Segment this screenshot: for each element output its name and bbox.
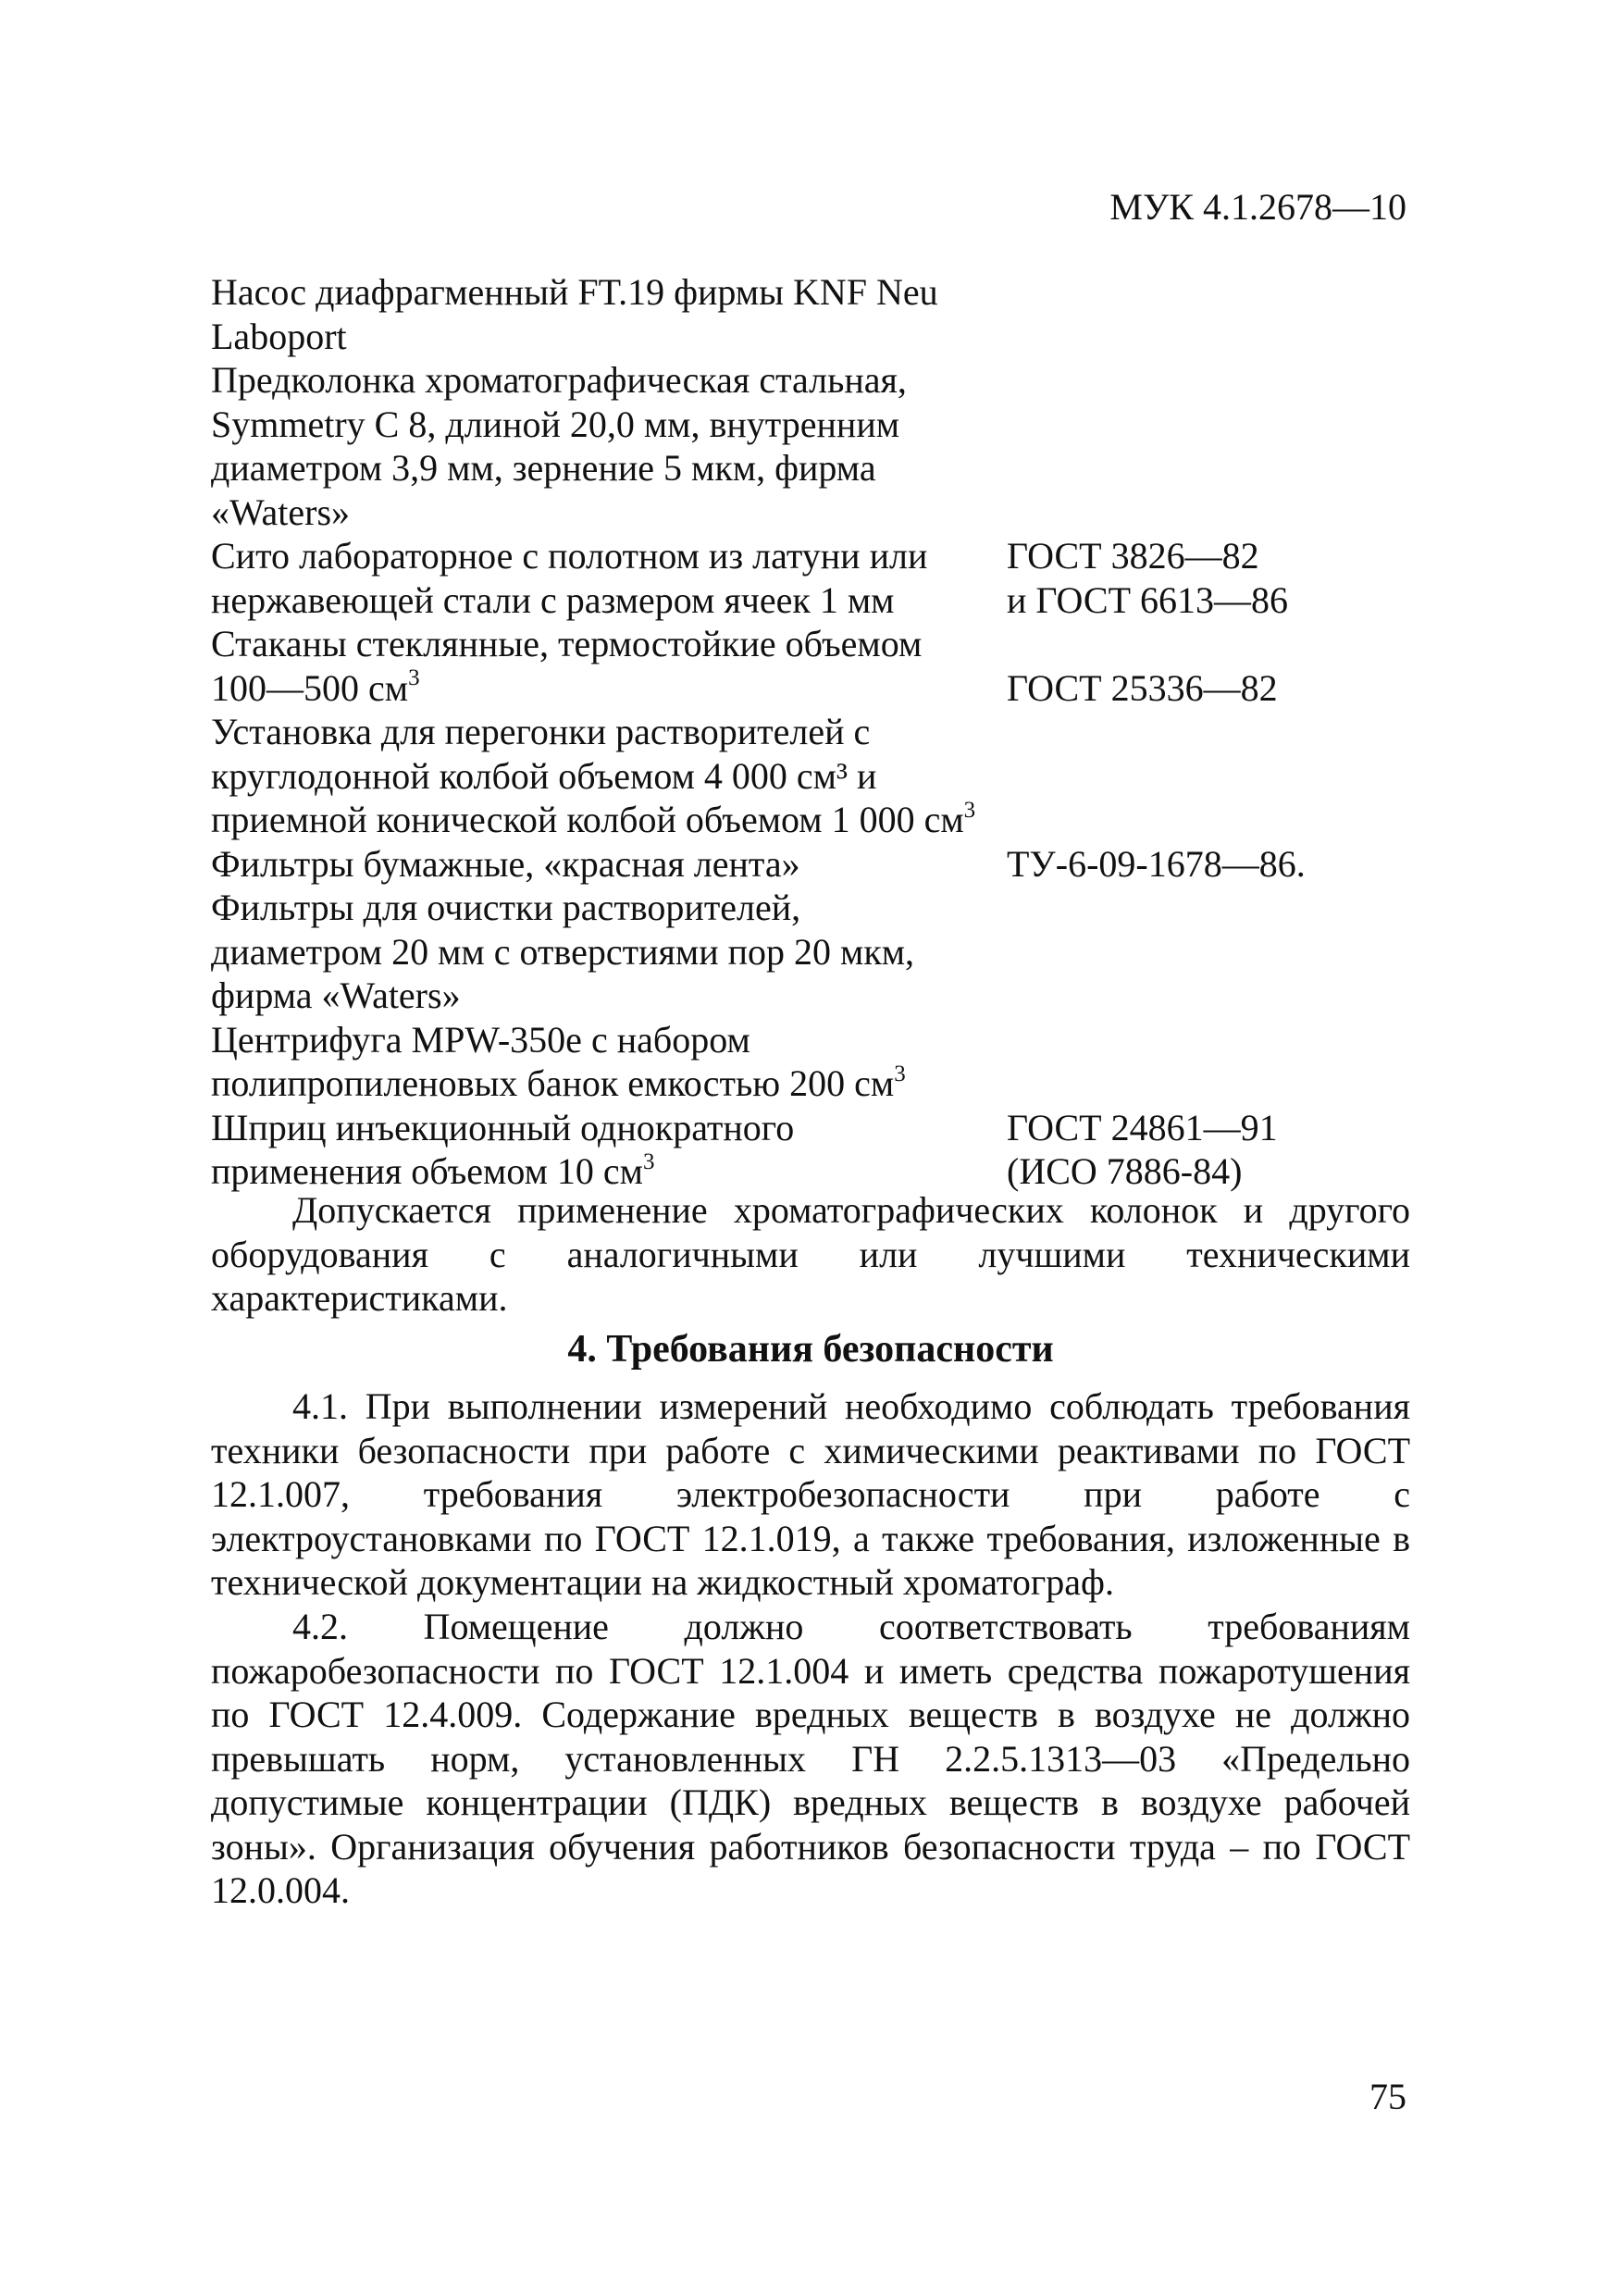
equipment-name: Шприц инъекционный однократного применения объемом 10 см: [211, 1106, 795, 1192]
section-title: 4. Требования безопасности: [567, 1328, 1054, 1371]
equipment-note: Допускается применение хроматографических колонок и другого оборудования с аналогичными или лучшими техническими характеристиками.: [211, 1189, 1410, 1319]
superscript: 3: [894, 1061, 906, 1086]
equipment-name: Фильтры для очистки растворителей, диаметром 20 мм с отверстиями пор 20 мкм, фирма «Waters»: [211, 887, 915, 1016]
equipment-item: [211, 1018, 1414, 1106]
equipment-name: Установка для перегонки растворителей с круглодонной колбой объемом 4 000 см³ и приемной конической колбой объемом 1 000 см: [211, 711, 964, 840]
paragraph-4-1: 4.1. При выполнении измерений необходимо соблюдать требования техники безопасности при работе с химическими реактивами по ГОСТ 12.1.007, требования электробезопасности при работе с электроустановками по ГОСТ 12.1.019, а также требования, изложенные в технической документации на жидкостный хроматограф.: [211, 1385, 1410, 1603]
equipment-list: [211, 270, 1414, 1194]
equipment-item: [211, 710, 1414, 842]
equipment-standard: ГОСТ 24861—91 (ИСО 7886-84): [1007, 1106, 1278, 1192]
superscript: 3: [408, 665, 420, 691]
equipment-item: [211, 622, 1414, 710]
superscript: 3: [963, 797, 976, 823]
equipment-item: [211, 534, 1414, 622]
equipment-standard: ТУ-6-09-1678—86.: [1007, 842, 1306, 885]
equipment-standard: ГОСТ 25336—82: [1007, 666, 1278, 709]
equipment-item: [211, 270, 1414, 358]
superscript: 3: [642, 1148, 655, 1174]
equipment-item: [211, 842, 1414, 887]
paragraph-4-2: 4.2. Помещение должно соответствовать требованиям пожаробезопасности по ГОСТ 12.1.004 и иметь средства пожаротушения по ГОСТ 12.4.009. Содержание вредных веществ в воздухе не должно превышать норм, установленных ГН 2.2.5.1313—03 «Предельно допустимые концентрации (ПДК) вредных веществ в воздухе рабочей зоны». Организация обучения работников безопасности труда – по ГОСТ 12.0.004.: [211, 1606, 1410, 1911]
equipment-item: [211, 1106, 1414, 1194]
equipment-name: Сито лабораторное с полотном из латуни или нержавеющей стали с размером ячеек 1 мм: [211, 535, 928, 621]
page-number: 75: [1369, 2076, 1406, 2117]
document-code: МУК 4.1.2678—10: [1109, 186, 1406, 228]
equipment-name: Стаканы стеклянные, термостойкие объемом 100—500 см: [211, 623, 923, 709]
equipment-standard: ГОСТ 3826—82 и ГОСТ 6613—86: [1007, 535, 1289, 621]
equipment-name: Предколонка хроматографическая стальная, Symmetry C 8, длиной 20,0 мм, внутренним диаметром 3,9 мм, зернение 5 мкм, фирма «Waters»: [211, 359, 907, 533]
equipment-item: [211, 358, 1414, 534]
equipment-name: Насос диафрагменный FT.19 фирмы KNF Neu Laboport: [211, 271, 938, 357]
equipment-name: Фильтры бумажные, «красная лента»: [211, 842, 800, 885]
equipment-name: Центрифуга MPW-350e с набором полипропиленовых банок емкостью 200 см: [211, 1018, 895, 1104]
equipment-item: [211, 886, 1414, 1018]
